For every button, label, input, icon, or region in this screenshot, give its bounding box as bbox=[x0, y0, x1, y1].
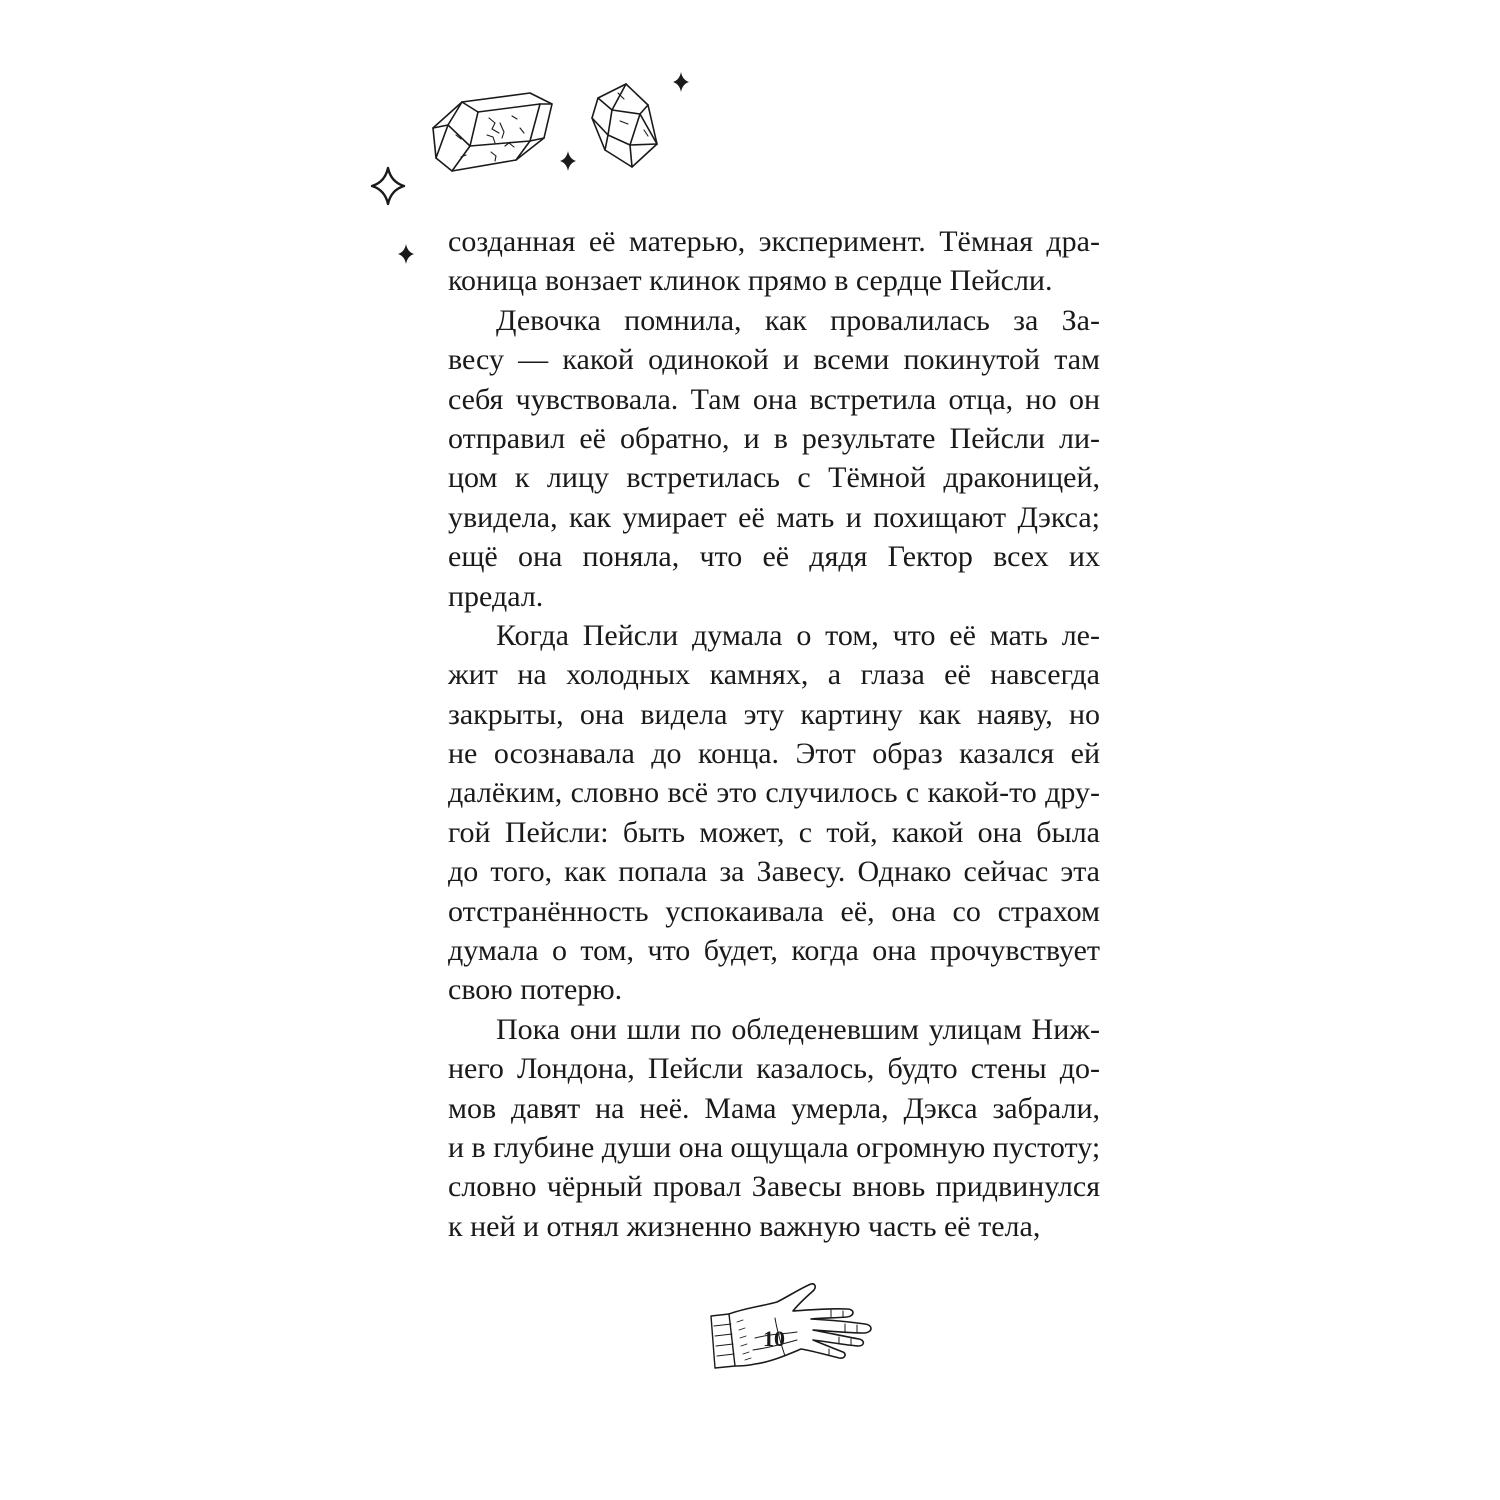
page-footer bbox=[705, 1278, 880, 1378]
text-line: отстранённость успокаивала её, она со страхом bbox=[448, 894, 1100, 928]
paragraph bbox=[448, 301, 1100, 616]
text-line: до того, как попала за Завесу. Однако сейчас эта bbox=[448, 855, 1100, 889]
text-line: себя чувствовала. Там она встретила отца, но он bbox=[448, 382, 1100, 416]
text-line: Пока они шли по обледеневшим улицам Ниж- bbox=[496, 1012, 1100, 1046]
text-line: свою потерю. bbox=[448, 973, 623, 1007]
text-line: закрыты, она видела эту картину как наяву, но bbox=[448, 697, 1100, 731]
text-line: цом к лицу встретилась с Тёмной драконицей, bbox=[448, 461, 1100, 495]
text-line: Когда Пейсли думала о том, что её мать ле- bbox=[496, 618, 1100, 652]
text-line: предал. bbox=[448, 579, 544, 613]
text-line: думала о том, что будет, когда она прочувствует bbox=[448, 934, 1100, 968]
text-line: и в глубине души она ощущала огромную пустоту; bbox=[448, 1130, 1101, 1164]
text-line: не осознавала до конца. Этот образ казался ей bbox=[448, 737, 1100, 771]
text-line: ещё она поняла, что её дядя Гектор всех их bbox=[448, 540, 1100, 574]
text-line: весу — какой одинокой и всеми покинутой там bbox=[448, 343, 1100, 377]
page-number: 10 bbox=[763, 1326, 785, 1351]
text-line: увидела, как умирает её мать и похищают Дэкса; bbox=[448, 500, 1100, 534]
text-line: коница вонзает клинок прямо в сердце Пейсли. bbox=[448, 264, 1053, 298]
text-line: жит на холодных камнях, а глаза её навсегда bbox=[448, 658, 1100, 692]
text-line: словно чёрный провал Завесы вновь придвинулся bbox=[448, 1170, 1100, 1204]
text-line: мов давят на неё. Мама умерла, Дэкса забрали, bbox=[448, 1091, 1100, 1125]
text-line: гой Пейсли: быть может, с той, какой она была bbox=[448, 815, 1100, 849]
paragraph bbox=[448, 1010, 1100, 1246]
text-line: далёким, словно всё это случилось с какой-то дру- bbox=[448, 776, 1100, 810]
paragraph bbox=[448, 616, 1100, 1010]
text-line: созданная её матерью, эксперимент. Тёмная дра- bbox=[448, 225, 1100, 258]
text-line: него Лондона, Пейсли казалось, будто стены до- bbox=[448, 1052, 1100, 1086]
body-text bbox=[448, 222, 1100, 1246]
text-line: отправил её обратно, и в результате Пейсли ли- bbox=[448, 421, 1100, 455]
paragraph bbox=[448, 222, 1100, 301]
text-line: Девочка помнила, как провалилась за За- bbox=[496, 303, 1100, 337]
open-hand-icon bbox=[705, 1278, 880, 1378]
large-crystal-icon bbox=[433, 93, 552, 171]
text-line: к ней и отнял жизненно важную часть её тела, bbox=[448, 1209, 1041, 1243]
small-crystal-icon bbox=[592, 84, 657, 167]
